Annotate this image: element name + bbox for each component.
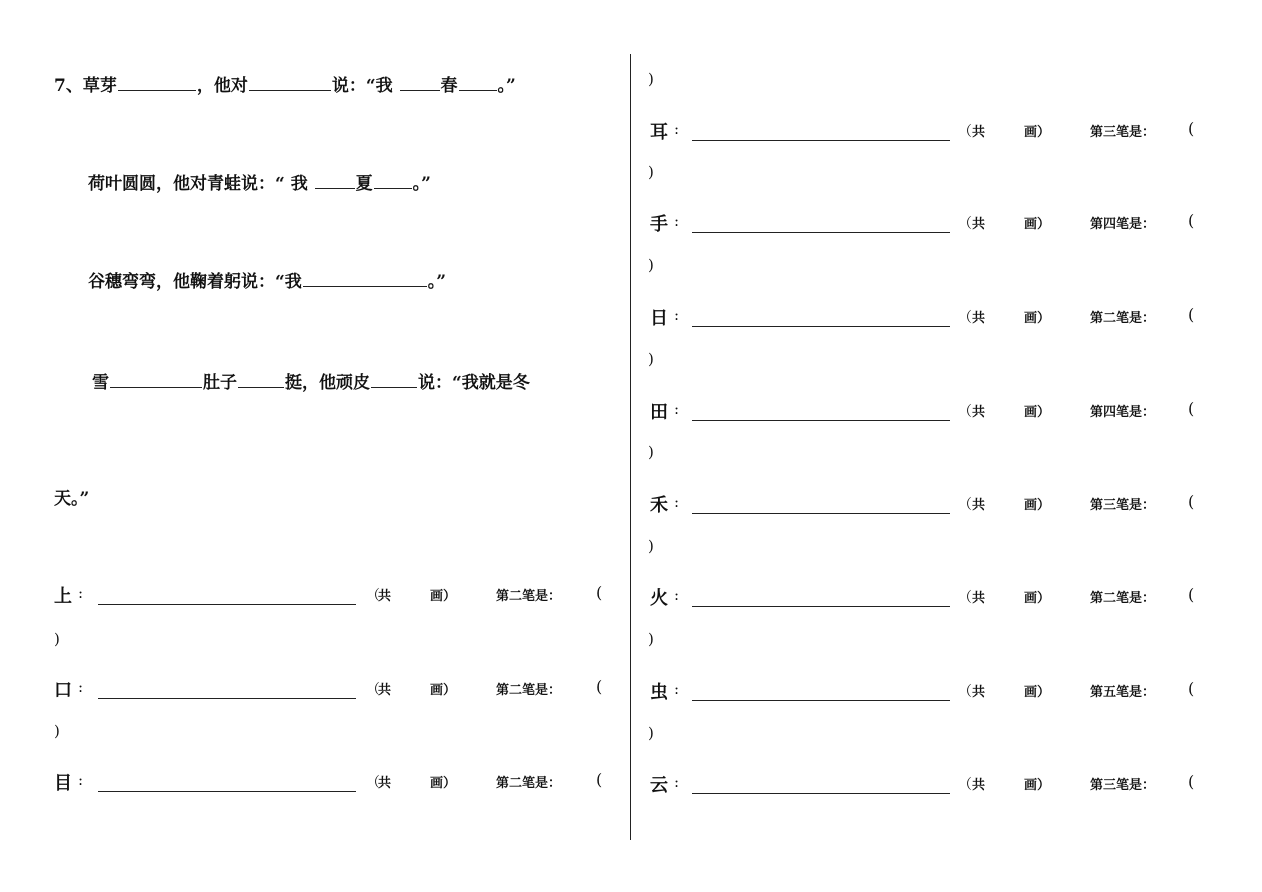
stroke-row	[54, 769, 624, 799]
stroke-question: 第三笔是：	[1090, 778, 1156, 793]
column-divider	[630, 54, 631, 840]
paren-open: （	[958, 310, 972, 326]
answer-paren-open: (	[596, 770, 603, 789]
fill-blank[interactable]	[459, 89, 497, 91]
paren-open: （	[958, 497, 972, 513]
stroke-row	[650, 678, 1220, 708]
answer-line[interactable]	[692, 513, 950, 514]
answer-paren-open: (	[1188, 305, 1195, 324]
character: 耳	[650, 122, 668, 143]
gong-label: 共	[378, 683, 392, 698]
answer-paren-open: (	[1188, 492, 1195, 511]
stroke-question: 第二笔是：	[496, 776, 562, 791]
paren-open: （	[958, 777, 972, 793]
answer-paren-close: )	[648, 163, 654, 181]
stroke-question: 第五笔是：	[1090, 685, 1156, 700]
hua-label: 画）	[1024, 125, 1051, 140]
gong-label: 共	[378, 776, 392, 791]
answer-paren-close: )	[648, 630, 654, 648]
hua-label: 画）	[1024, 311, 1051, 326]
answer-line[interactable]	[98, 791, 356, 792]
character: 日	[650, 308, 668, 329]
gong-label: 共	[972, 498, 986, 513]
colon: :	[674, 120, 680, 138]
hua-label: 画）	[1024, 685, 1051, 700]
colon: :	[674, 773, 680, 791]
stroke-question: 第四笔是：	[1090, 405, 1156, 420]
character: 田	[650, 402, 668, 423]
answer-paren-open: (	[1188, 211, 1195, 230]
character: 云	[650, 775, 668, 796]
answer-paren-close: )	[648, 70, 654, 88]
answer-paren-open: (	[596, 677, 603, 696]
answer-line[interactable]	[692, 326, 950, 327]
colon: :	[78, 771, 84, 789]
colon: :	[78, 678, 84, 696]
poem-line-3: 谷穗弯弯，他鞠着躬说：“我 。”	[88, 272, 447, 292]
character: 手	[650, 214, 668, 235]
answer-line[interactable]	[692, 700, 950, 701]
paren-open: （	[366, 775, 380, 791]
answer-paren-close: )	[648, 256, 654, 274]
gong-label: 共	[972, 685, 986, 700]
paren-open: （	[958, 404, 972, 420]
hua-label: 画）	[430, 683, 457, 698]
stroke-row	[54, 676, 624, 706]
stroke-row	[650, 304, 1220, 334]
stroke-question: 第二笔是：	[1090, 591, 1156, 606]
hua-label: 画）	[430, 589, 457, 604]
fill-blank[interactable]	[315, 187, 355, 189]
stroke-row	[650, 584, 1220, 614]
hua-label: 画）	[1024, 217, 1051, 232]
stroke-row	[650, 491, 1220, 521]
poem-line-1: 7、草芽 ，他对 说：“我 春 。”	[54, 76, 516, 96]
stroke-question: 第二笔是：	[1090, 311, 1156, 326]
fill-blank[interactable]	[374, 187, 412, 189]
poem-line-5: 天。”	[54, 489, 90, 509]
gong-label: 共	[378, 589, 392, 604]
question-number: 7、	[54, 76, 83, 96]
answer-line[interactable]	[692, 232, 950, 233]
fill-blank[interactable]	[371, 386, 417, 388]
colon: :	[674, 680, 680, 698]
answer-paren-close: )	[648, 350, 654, 368]
hua-label: 画）	[1024, 405, 1051, 420]
answer-line[interactable]	[692, 793, 950, 794]
answer-paren-close: )	[54, 722, 60, 740]
gong-label: 共	[972, 125, 986, 140]
stroke-question: 第三笔是：	[1090, 125, 1156, 140]
hua-label: 画）	[1024, 498, 1051, 513]
paren-open: （	[366, 588, 380, 604]
answer-paren-open: (	[1188, 772, 1195, 791]
fill-blank[interactable]	[118, 89, 196, 91]
answer-line[interactable]	[692, 420, 950, 421]
fill-blank[interactable]	[110, 386, 202, 388]
paren-open: （	[958, 684, 972, 700]
poem-line-4: 雪 肚子 挺，他顽皮 说：“我就是冬	[92, 373, 530, 393]
stroke-row	[650, 210, 1220, 240]
answer-paren-close: )	[648, 537, 654, 555]
gong-label: 共	[972, 778, 986, 793]
paren-open: （	[958, 216, 972, 232]
gong-label: 共	[972, 591, 986, 606]
answer-line[interactable]	[692, 606, 950, 607]
answer-paren-open: (	[596, 583, 603, 602]
answer-paren-open: (	[1188, 585, 1195, 604]
stroke-question: 第四笔是：	[1090, 217, 1156, 232]
poem-line-2: 荷叶圆圆，他对青蛙说：“ 我 夏 。”	[88, 174, 431, 194]
character: 虫	[650, 682, 668, 703]
character: 上	[54, 586, 72, 607]
paren-open: （	[958, 124, 972, 140]
hua-label: 画）	[1024, 591, 1051, 606]
colon: :	[78, 584, 84, 602]
paren-open: （	[958, 590, 972, 606]
fill-blank[interactable]	[249, 89, 331, 91]
character: 目	[54, 773, 72, 794]
colon: :	[674, 586, 680, 604]
hua-label: 画）	[1024, 778, 1051, 793]
hua-label: 画）	[430, 776, 457, 791]
answer-paren-close: )	[648, 724, 654, 742]
answer-line[interactable]	[98, 698, 356, 699]
character: 口	[54, 680, 72, 701]
fill-blank[interactable]	[400, 89, 440, 91]
colon: :	[674, 306, 680, 324]
answer-paren-open: (	[1188, 679, 1195, 698]
character: 火	[650, 588, 668, 609]
stroke-row	[54, 582, 624, 612]
colon: :	[674, 493, 680, 511]
stroke-question: 第三笔是：	[1090, 498, 1156, 513]
paren-open: （	[366, 682, 380, 698]
gong-label: 共	[972, 217, 986, 232]
colon: :	[674, 400, 680, 418]
gong-label: 共	[972, 311, 986, 326]
fill-blank[interactable]	[238, 386, 284, 388]
answer-paren-close: )	[54, 630, 60, 648]
stroke-row	[650, 118, 1220, 148]
stroke-row	[650, 398, 1220, 428]
answer-line[interactable]	[98, 604, 356, 605]
fill-blank[interactable]	[303, 285, 427, 287]
answer-paren-open: (	[1188, 399, 1195, 418]
gong-label: 共	[972, 405, 986, 420]
stroke-question: 第二笔是：	[496, 589, 562, 604]
answer-paren-open: (	[1188, 119, 1195, 138]
answer-paren-close: )	[648, 443, 654, 461]
stroke-question: 第二笔是：	[496, 683, 562, 698]
character: 禾	[650, 495, 668, 516]
stroke-row	[650, 771, 1220, 801]
colon: :	[674, 212, 680, 230]
answer-line[interactable]	[692, 140, 950, 141]
